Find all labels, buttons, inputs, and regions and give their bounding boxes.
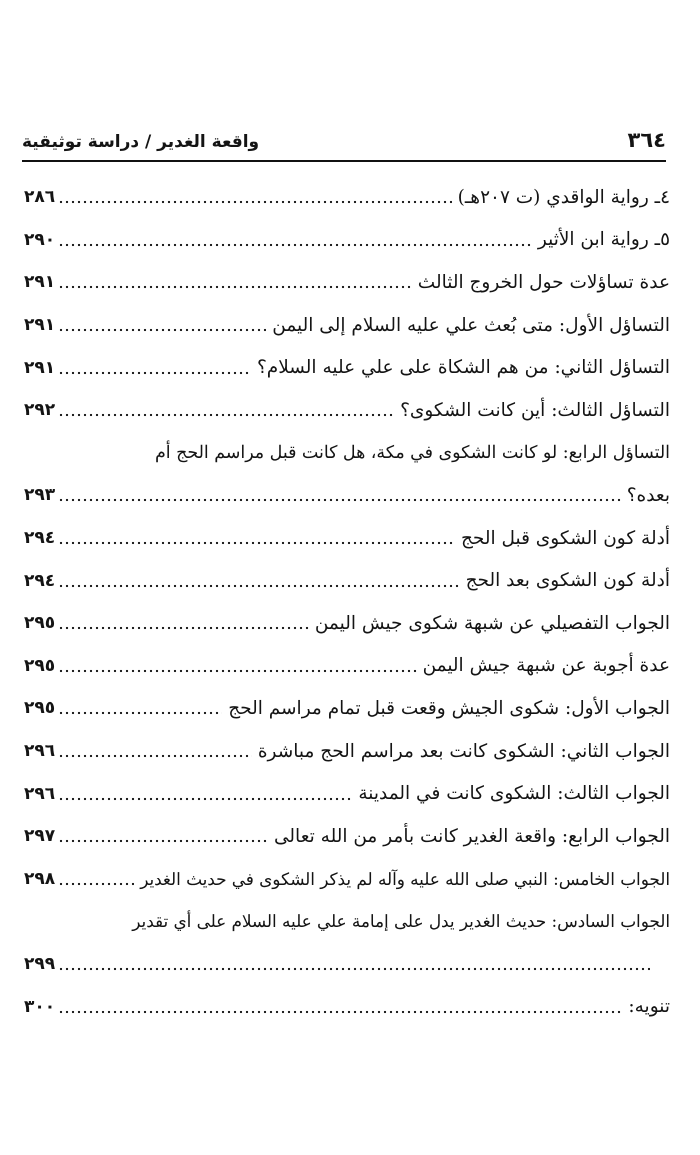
toc-entry-title: أدلة كون الشكوى قبل الحج bbox=[460, 527, 670, 549]
dot-leader bbox=[58, 880, 134, 888]
toc-entry-page: ٢٩١ bbox=[24, 315, 56, 336]
toc-entry bbox=[24, 176, 670, 219]
dot-leader bbox=[58, 624, 309, 632]
page-header bbox=[22, 112, 666, 152]
header-rule bbox=[22, 160, 666, 162]
toc-entry-page: ٢٩١ bbox=[24, 272, 56, 293]
toc-entry bbox=[24, 559, 670, 602]
running-title: واقعة الغدير / دراسة توثيقية bbox=[22, 132, 260, 152]
toc-entry-page: ٢٩٠ bbox=[24, 229, 56, 250]
toc-entry-title: عدة تساؤلات حول الخروج الثالث bbox=[417, 271, 670, 293]
toc-entry bbox=[24, 304, 670, 347]
dot-leader bbox=[58, 369, 251, 377]
toc-entry bbox=[24, 261, 670, 304]
dot-leader bbox=[58, 752, 252, 760]
toc-entry bbox=[24, 730, 670, 773]
toc-entry bbox=[24, 474, 670, 517]
dot-leader bbox=[58, 539, 455, 547]
dot-leader bbox=[58, 496, 621, 504]
table-of-contents bbox=[24, 176, 670, 1028]
toc-entry bbox=[24, 517, 670, 560]
toc-entry bbox=[24, 772, 670, 815]
toc-entry bbox=[24, 815, 670, 858]
dot-leader bbox=[58, 965, 650, 973]
toc-entry-page: ٢٩٤ bbox=[24, 528, 56, 549]
dot-leader bbox=[58, 709, 222, 717]
toc-entry-title: الجواب الثالث: الشكوى كانت في المدينة bbox=[358, 783, 670, 805]
toc-entry-title: ٤ـ رواية الواقدي (ت ٢٠٧هـ) bbox=[457, 186, 670, 208]
toc-entry-title: التساؤل الثالث: أين كانت الشكوى؟ bbox=[400, 399, 670, 421]
toc-entry-continuation bbox=[24, 943, 670, 986]
toc-entry-page: ٢٩٦ bbox=[24, 741, 56, 762]
toc-entry-page: ٢٨٦ bbox=[24, 187, 56, 208]
toc-entry-page: ٢٩٧ bbox=[24, 826, 56, 847]
dot-leader bbox=[58, 837, 268, 845]
toc-entry-title: ٥ـ رواية ابن الأثير bbox=[537, 229, 670, 251]
dot-leader bbox=[58, 241, 532, 249]
dot-leader bbox=[58, 582, 459, 590]
dot-leader bbox=[58, 1008, 622, 1016]
toc-entry bbox=[24, 645, 670, 688]
toc-entry-first-line bbox=[24, 900, 670, 943]
toc-entry-title: الجواب الأول: شكوى الجيش وقعت قبل تمام مراسم الحج bbox=[228, 697, 670, 719]
toc-entry bbox=[24, 687, 670, 730]
dot-leader bbox=[58, 411, 394, 419]
toc-entry bbox=[24, 858, 670, 901]
toc-entry bbox=[24, 602, 670, 645]
toc-entry-title: عدة أجوبة عن شبهة جيش اليمن bbox=[422, 655, 670, 677]
toc-entry-title: أدلة كون الشكوى بعد الحج bbox=[465, 570, 670, 592]
toc-entry-first-line bbox=[24, 432, 670, 475]
dot-leader bbox=[58, 198, 452, 206]
toc-entry-page: ٢٩٩ bbox=[24, 953, 56, 974]
toc-entry-page: ٢٩٥ bbox=[24, 698, 56, 719]
toc-entry-page: ٣٠٠ bbox=[24, 996, 56, 1017]
toc-entry bbox=[24, 985, 670, 1028]
toc-entry-title: تنويه: bbox=[628, 996, 670, 1018]
page-number: ٣٦٤ bbox=[627, 128, 666, 152]
dot-leader bbox=[58, 283, 412, 291]
toc-entry bbox=[24, 346, 670, 389]
toc-entry bbox=[24, 389, 670, 432]
toc-entry-title: بعده؟ bbox=[626, 484, 670, 506]
toc-entry bbox=[24, 219, 670, 262]
toc-entry-title: التساؤل الثاني: من هم الشكاة على علي عليه السلام؟ bbox=[256, 357, 670, 379]
toc-entry-title: التساؤل الرابع: لو كانت الشكوى في مكة، هل كانت قبل مراسم الحج أم bbox=[155, 442, 670, 463]
toc-entry-title: الجواب السادس: حديث الغدير يدل على إمامة علي عليه السلام على أي تقدير bbox=[132, 911, 670, 932]
toc-entry-title: الجواب الثاني: الشكوى كانت بعد مراسم الحج مباشرة bbox=[257, 740, 670, 762]
toc-entry-page: ٢٩٤ bbox=[24, 570, 56, 591]
toc-entry-title: التساؤل الأول: متى بُعث علي عليه السلام إلى اليمن bbox=[272, 314, 670, 336]
toc-entry-page: ٢٩٣ bbox=[24, 485, 56, 506]
toc-entry-page: ٢٩٥ bbox=[24, 613, 56, 634]
toc-entry-page: ٢٩٥ bbox=[24, 655, 56, 676]
toc-entry-page: ٢٩٨ bbox=[24, 868, 56, 889]
toc-entry-page: ٢٩١ bbox=[24, 357, 56, 378]
dot-leader bbox=[58, 795, 352, 803]
dot-leader bbox=[58, 667, 416, 675]
dot-leader bbox=[58, 326, 266, 334]
toc-entry-title: الجواب الخامس: النبي صلى الله عليه وآله لم يذكر الشكوى في حديث الغدير bbox=[140, 868, 670, 889]
toc-entry-page: ٢٩٦ bbox=[24, 783, 56, 804]
toc-entry-title: الجواب التفصيلي عن شبهة شكوى جيش اليمن bbox=[314, 612, 670, 634]
toc-entry-title: الجواب الرابع: واقعة الغدير كانت بأمر من الله تعالى bbox=[274, 825, 670, 847]
toc-entry-page: ٢٩٢ bbox=[24, 400, 56, 421]
